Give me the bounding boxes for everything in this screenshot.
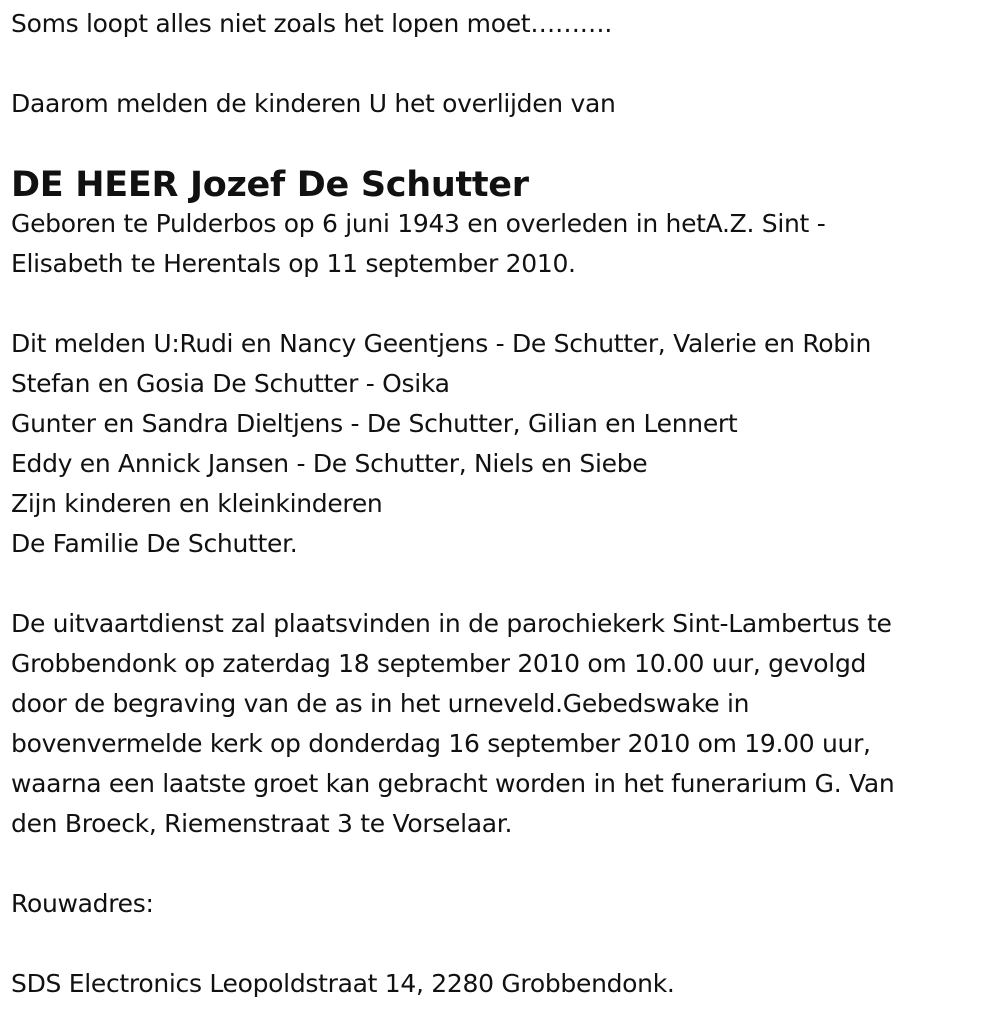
family-line: Eddy en Annick Jansen - De Schutter, Niels en Siebe: [11, 449, 648, 478]
intro-line-1: Soms loopt alles niet zoals het lopen moet……….: [11, 9, 613, 38]
family-line: Zijn kinderen en kleinkinderen: [11, 489, 383, 518]
service-line: den Broeck, Riemenstraat 3 te Vorselaar.: [11, 809, 513, 838]
spacer: [11, 564, 991, 604]
spacer: [11, 924, 991, 964]
obituary-notice: [11, 4, 991, 1004]
spacer: [11, 44, 991, 84]
service-line: waarna een laatste groet kan gebracht worden in het funerarium G. Van: [11, 769, 895, 798]
service-line: Grobbendonk op zaterdag 18 september 2010 om 10.00 uur, gevolgd: [11, 649, 867, 678]
birth-death-line-2: Elisabeth te Herentals op 11 september 2010.: [11, 249, 576, 278]
spacer: [11, 844, 991, 884]
family-line: Stefan en Gosia De Schutter - Osika: [11, 369, 450, 398]
address-label: Rouwadres:: [11, 889, 154, 918]
deceased-name-heading: DE HEER Jozef De Schutter: [11, 165, 529, 205]
service-line: De uitvaartdienst zal plaatsvinden in de parochiekerk Sint-Lambertus te: [11, 609, 892, 638]
family-line: Dit melden U:Rudi en Nancy Geentjens - De Schutter, Valerie en Robin: [11, 329, 872, 358]
service-line: bovenvermelde kerk op donderdag 16 september 2010 om 19.00 uur,: [11, 729, 871, 758]
spacer: [11, 284, 991, 324]
service-line: door de begraving van de as in het urneveld.Gebedswake in: [11, 689, 750, 718]
intro-line-2: Daarom melden de kinderen U het overlijden van: [11, 89, 616, 118]
spacer: [11, 124, 991, 164]
family-line: Gunter en Sandra Dieltjens - De Schutter, Gilian en Lennert: [11, 409, 738, 438]
address-value: SDS Electronics Leopoldstraat 14, 2280 Grobbendonk.: [11, 969, 675, 998]
family-line: De Familie De Schutter.: [11, 529, 298, 558]
birth-death-line-1: Geboren te Pulderbos op 6 juni 1943 en overleden in hetA.Z. Sint -: [11, 209, 826, 238]
